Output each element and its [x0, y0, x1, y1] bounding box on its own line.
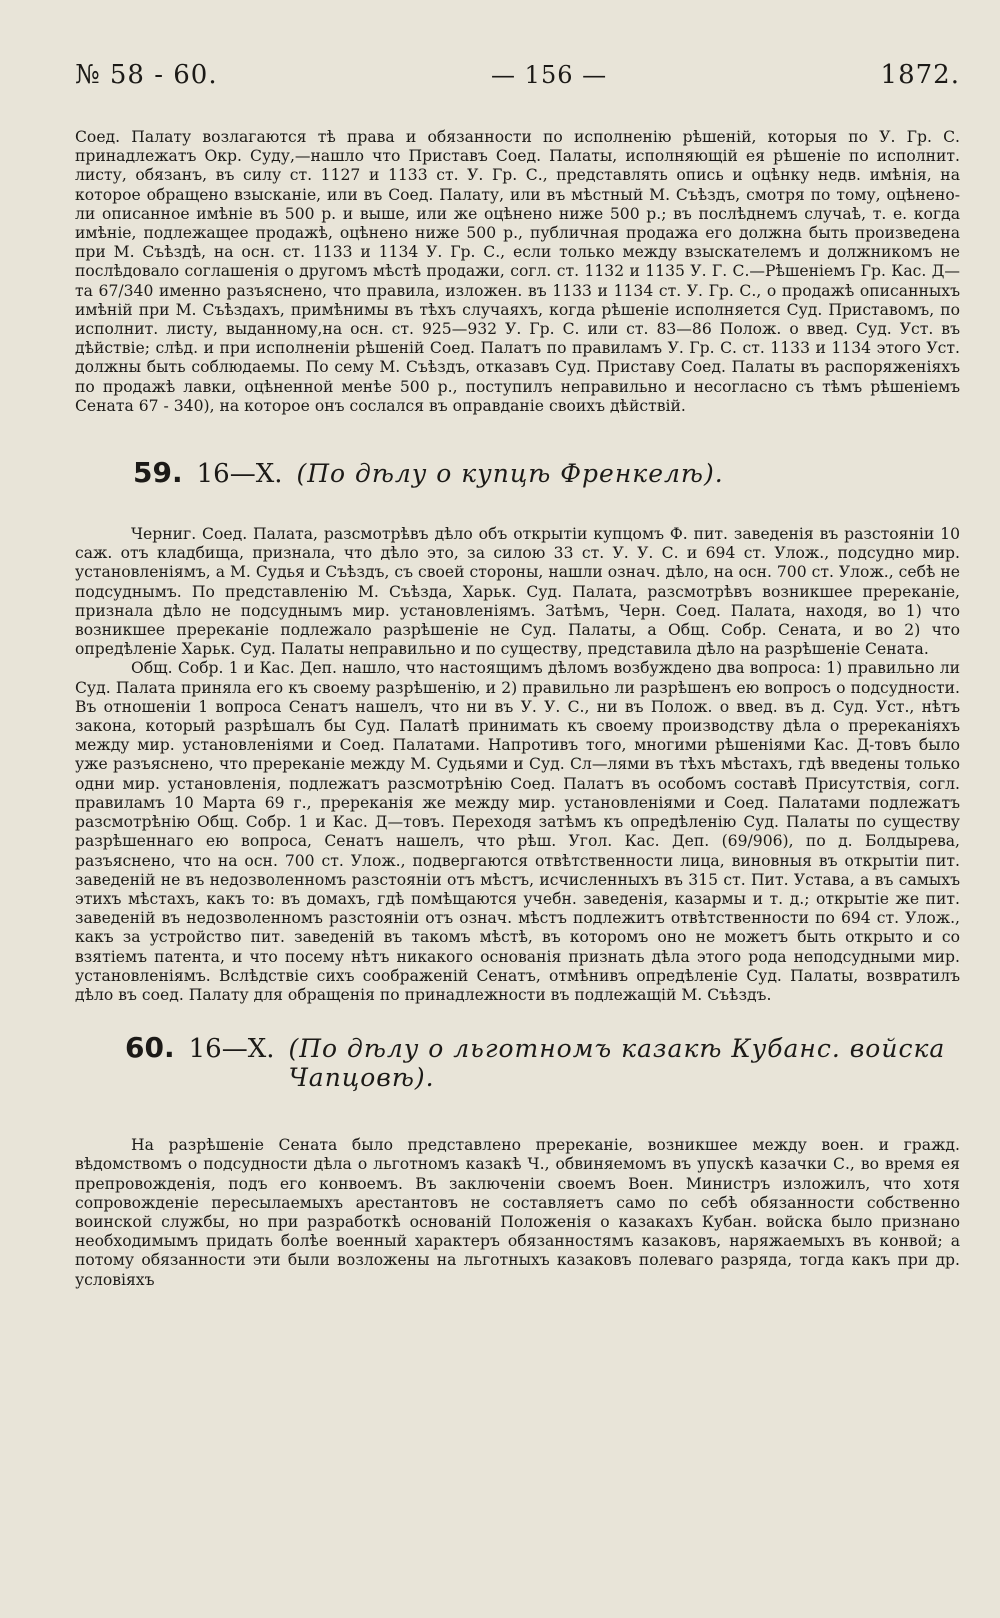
case-59-paragraph-1: Черниг. Соед. Палата, разсмотрѣвъ дѣло объ открытіи купцомъ Ф. пит. заведенія въ разстояніи 10 саж. отъ кладбища, признала, что дѣло это, за силою 33 ст. У. У. С. и 694 ст. Улож., подсудно мир. установленіямъ, а М. Судья и Съѣздъ, съ своей стороны, нашли означ. дѣло, на осн. 700 ст. Улож., себѣ не подсуднымъ. По представленію М. Съѣзда, Харьк. Суд. Палата, разсмотрѣвъ возникшее пререканіе, признала дѣло не подсуднымъ мир. установленіямъ. Затѣмъ, Черн. Соед. Палата, находя, во 1) что возникшее пререканіе подлежало разрѣшеніе не Суд. Палаты, а Общ. Собр. Сената, и во 2) что опредѣленіе Харьк. Суд. Палаты неправильно и по существу, представила дѣло на разрѣшеніе Сената.: [75, 525, 960, 659]
case-58-continuation: Соед. Палату возлагаются тѣ права и обязанности по исполненію рѣшеній, которыя по У. Гр. С. принадлежатъ Окр. Суду,—нашло что Приставъ Соед. Палаты, исполняющій ея рѣшеніе по исполнит. листу, обязанъ, въ силу ст. 1127 и 1133 ст. У. Гр. С., представлять опись и оцѣнку недв. имѣнія, на которое обращено взысканіе, или въ Соед. Палату, или въ мѣстный М. Съѣздъ, смотря по тому, оцѣнено-ли описанное имѣніе въ 500 р. и выше, или же оцѣнено ниже 500 р.; въ послѣднемъ случаѣ, т. е. когда имѣніе, подлежащее продажѣ, оцѣнено ниже 500 р., публичная продажа его должна быть произведена при М. Съѣздѣ, на осн. ст. 1133 и 1134 У. Гр. С., если только между взыскателемъ и должникомъ не послѣдовало соглашенія о другомъ мѣстѣ продажи, согл. ст. 1132 и 1135 У. Г. С.—Рѣшеніемъ Гр. Кас. Д—та 67/340 именно разъяснено, что правила, изложен. въ 1133 и 1134 ст. У. Гр. С., о продажѣ описанныхъ имѣній при М. Съѣздахъ, примѣнимы въ тѣхъ случаяхъ, когда рѣшеніе исполняется Суд. Приставомъ, по исполнит. листу, выданному,на осн. ст. 925—932 У. Гр. С. или ст. 83—86 Полож. о введ. Суд. Уст. въ дѣйствіе; слѣд. и при исполненіи рѣшеній Соед. Палатъ по правиламъ У. Гр. С. ст. 1133 и 1134 этого Уст. должны быть соблюдаемы. По сему М. Съѣздъ, отказавъ Суд. Приставу Соед. Палаты въ распоряженіяхъ по продажѣ лавки, оцѣненной менѣе 500 р., поступилъ неправильно и несогласно съ тѣмъ рѣшеніемъ Сената 67 - 340), на которое онъ сослался въ оправданіе своихъ дѣйствій.: [75, 128, 960, 415]
case-59-title: (По дѣлу о купцѣ Френкелѣ).: [296, 459, 724, 489]
running-header: [75, 60, 960, 90]
case-60-heading: [125, 1031, 960, 1092]
case-59-number: 59.: [133, 456, 183, 490]
header-case-range: № 58 - 60.: [75, 60, 218, 90]
case-60-title: (По дѣлу о льготномъ казакѣ Кубанс. войска Чапцовѣ).: [288, 1034, 946, 1093]
header-year: 1872.: [880, 60, 960, 90]
page-number: — 156 —: [491, 61, 608, 89]
case-60-paragraph-1: На разрѣшеніе Сената было представлено пререканіе, возникшее между воен. и гражд. вѣдомствомъ о подсудности дѣла о льготномъ казакѣ Ч., обвиняемомъ въ упускѣ казачки С., во время ея препровожденія, подъ его конвоемъ. Въ заключеніи своемъ Воен. Министръ изложилъ, что хотя сопровожденіе пересылаемыхъ арестантовъ не составляетъ само по себѣ обязанности собственно воинской службы, но при разработкѣ основаній Положенія о казакахъ Кубан. войска было признано необходимымъ придать болѣе военный характеръ обязанностямъ казаковъ, наряжаемыхъ въ конвой; а потому обязанности эти были возложены на льготныхъ казаковъ полеваго разряда, тогда какъ при др. условіяхъ: [75, 1136, 960, 1289]
case-60-number: 60.: [125, 1031, 175, 1065]
case-59-heading: [133, 456, 960, 489]
case-60-date: 16—X.: [188, 1034, 275, 1065]
case-59-date: 16—X.: [196, 459, 283, 490]
case-59-paragraph-2: Общ. Собр. 1 и Кас. Деп. нашло, что настоящимъ дѣломъ возбуждено два вопроса: 1) правильно ли Суд. Палата приняла его къ своему разрѣшенію, и 2) правильно ли разрѣшенъ ею вопросъ о подсудности. Въ отношеніи 1 вопроса Сенатъ нашелъ, что ни въ У. У. С., ни въ Полож. о введ. въ д. Суд. Уст., нѣтъ закона, который разрѣшалъ бы Суд. Палатѣ принимать къ своему производству дѣла о пререканіяхъ между мир. установленіями и Соед. Палатами. Напротивъ того, многими рѣшеніями Кас. Д-товъ было уже разъяснено, что пререканіе между М. Судьями и Суд. Сл—лями въ тѣхъ мѣстахъ, гдѣ введены только одни мир. установленія, подлежатъ разсмотрѣнію Соед. Палатъ въ особомъ составѣ Присутствія, согл. правиламъ 10 Марта 69 г., пререканія же между мир. установленіями и Соед. Палатами подлежатъ разсмотрѣнію Общ. Собр. 1 и Кас. Д—товъ. Переходя затѣмъ къ опредѣленію Суд. Палаты по существу разрѣшеннаго ею вопроса, Сенатъ нашелъ, что рѣш. Угол. Кас. Деп. (69/906), по д. Болдырева, разъяснено, что на осн. 700 ст. Улож., подвергаются отвѣтственности лица, виновныя въ открытіи пит. заведеній не въ недозволенномъ разстояніи отъ мѣстъ, исчисленныхъ въ 315 ст. Пит. Устава, а въ самыхъ этихъ мѣстахъ, какъ то: въ домахъ, гдѣ помѣщаются учебн. заведенія, казармы и т. д.; открытіе же пит. заведеній въ недозволенномъ разстояніи отъ означ. мѣстъ подлежитъ отвѣтственности по 694 ст. Улож., какъ за устройство пит. заведеній въ такомъ мѣстѣ, въ которомъ оно не можетъ быть открыто и со взятіемъ патента, и что посему нѣтъ никакого основанія признать дѣла этого рода неподсудными мир. установленіямъ. Вслѣдствіе сихъ соображеній Сенатъ, отмѣнивъ опредѣленіе Суд. Палаты, возвратилъ дѣло въ соед. Палату для обращенія по принадлежности въ подлежащій М. Съѣздъ.: [75, 659, 960, 1004]
